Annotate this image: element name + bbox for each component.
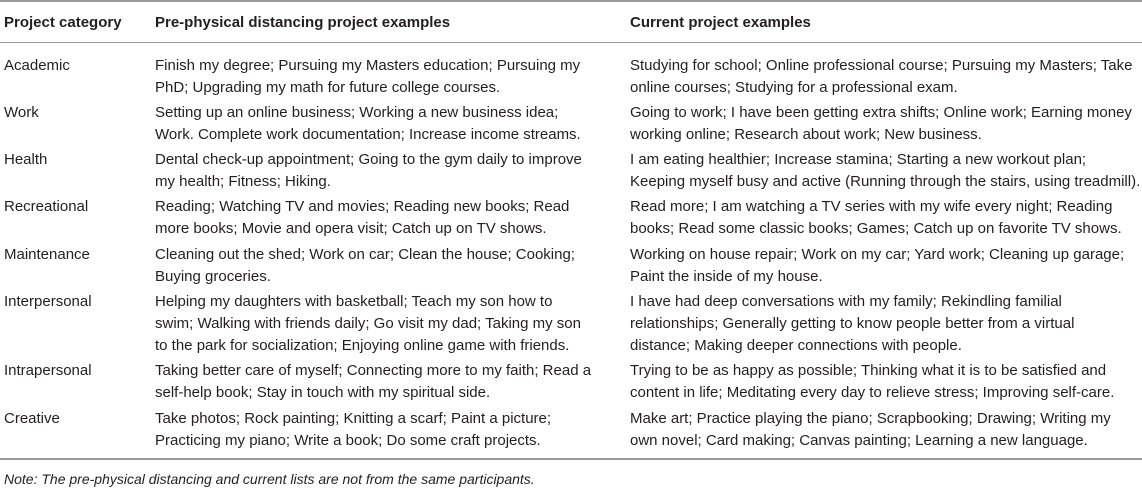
pre-example-line: to the park for socialization; Enjoying online game with friends. bbox=[155, 337, 570, 354]
header-current-project: Current project examples bbox=[630, 14, 811, 31]
current-example-line: Read more; I am watching a TV series with my wife every night; Reading bbox=[630, 198, 1113, 215]
pre-example-line: Dental check-up appointment; Going to the gym daily to improve bbox=[155, 151, 582, 168]
bottom-rule bbox=[0, 458, 1142, 460]
current-example-line: Working on house repair; Work on my car; Yard work; Cleaning up garage; bbox=[630, 246, 1125, 263]
category-cell: Academic bbox=[4, 57, 70, 74]
current-example-line: Make art; Practice playing the piano; Scrapbooking; Drawing; Writing my bbox=[630, 410, 1111, 427]
category-cell: Maintenance bbox=[4, 246, 90, 263]
pre-example-line: more books; Movie and opera visit; Catch up on TV shows. bbox=[155, 220, 547, 237]
current-example-line: Paint the inside of my house. bbox=[630, 268, 823, 285]
pre-example-line: my health; Fitness; Hiking. bbox=[155, 173, 331, 190]
current-example-line: Keeping myself busy and active (Running through the stairs, using treadmill). bbox=[630, 173, 1141, 190]
pre-example-line: self-help book; Stay in touch with my spiritual side. bbox=[155, 384, 491, 401]
pre-example-line: Buying groceries. bbox=[155, 268, 271, 285]
current-example-line: I have had deep conversations with my family; Rekindling familial bbox=[630, 293, 1062, 310]
pre-example-line: Setting up an online business; Working a new business idea; bbox=[155, 104, 559, 121]
current-example-line: Going to work; I have been getting extra shifts; Online work; Earning money bbox=[630, 104, 1132, 121]
header-rule bbox=[0, 42, 1142, 43]
pre-example-line: PhD; Upgrading my math for future college courses. bbox=[155, 79, 501, 96]
current-example-line: Trying to be as happy as possible; Thinking what it is to be satisfied and bbox=[630, 362, 1107, 379]
pre-example-line: Cleaning out the shed; Work on car; Clean the house; Cooking; bbox=[155, 246, 575, 263]
header-project-category: Project category bbox=[4, 14, 122, 31]
category-cell: Interpersonal bbox=[4, 293, 92, 310]
current-example-line: working online; Research about work; New business. bbox=[630, 126, 982, 143]
current-example-line: online courses; Studying for a professional exam. bbox=[630, 79, 958, 96]
category-cell: Health bbox=[4, 151, 48, 168]
pre-example-line: Reading; Watching TV and movies; Reading new books; Read bbox=[155, 198, 570, 215]
current-example-line: books; Read some classic books; Games; Catch up on favorite TV shows. bbox=[630, 220, 1122, 237]
category-cell: Recreational bbox=[4, 198, 89, 215]
pre-example-line: Work. Complete work documentation; Increase income streams. bbox=[155, 126, 581, 143]
pre-example-line: swim; Walking with friends daily; Go visit my dad; Taking my son bbox=[155, 315, 581, 332]
current-example-line: own novel; Card making; Canvas painting; Learning a new language. bbox=[630, 432, 1088, 449]
pre-example-line: Helping my daughters with basketball; Teach my son how to bbox=[155, 293, 553, 310]
category-cell: Work bbox=[4, 104, 39, 121]
top-rule bbox=[0, 0, 1142, 2]
table-note: Note: The pre-physical distancing and current lists are not from the same participants. bbox=[4, 471, 535, 487]
current-example-line: content in life; Meditating every day to relieve stress; Improving self-care. bbox=[630, 384, 1115, 401]
pre-example-line: Taking better care of myself; Connecting more to my faith; Read a bbox=[155, 362, 592, 379]
pre-example-line: Take photos; Rock painting; Knitting a scarf; Paint a picture; bbox=[155, 410, 552, 427]
category-cell: Intrapersonal bbox=[4, 362, 92, 379]
current-example-line: I am eating healthier; Increase stamina; Starting a new workout plan; bbox=[630, 151, 1087, 168]
category-cell: Creative bbox=[4, 410, 60, 427]
current-example-line: distance; Making deeper connections with people. bbox=[630, 337, 962, 354]
pre-example-line: Practicing my piano; Write a book; Do some craft projects. bbox=[155, 432, 541, 449]
header-pre-physical-distancing: Pre-physical distancing project examples bbox=[155, 14, 451, 31]
pre-example-line: Finish my degree; Pursuing my Masters education; Pursuing my bbox=[155, 57, 581, 74]
current-example-line: relationships; Generally getting to know people better from a virtual bbox=[630, 315, 1075, 332]
current-example-line: Studying for school; Online professional course; Pursuing my Masters; Take bbox=[630, 57, 1133, 74]
